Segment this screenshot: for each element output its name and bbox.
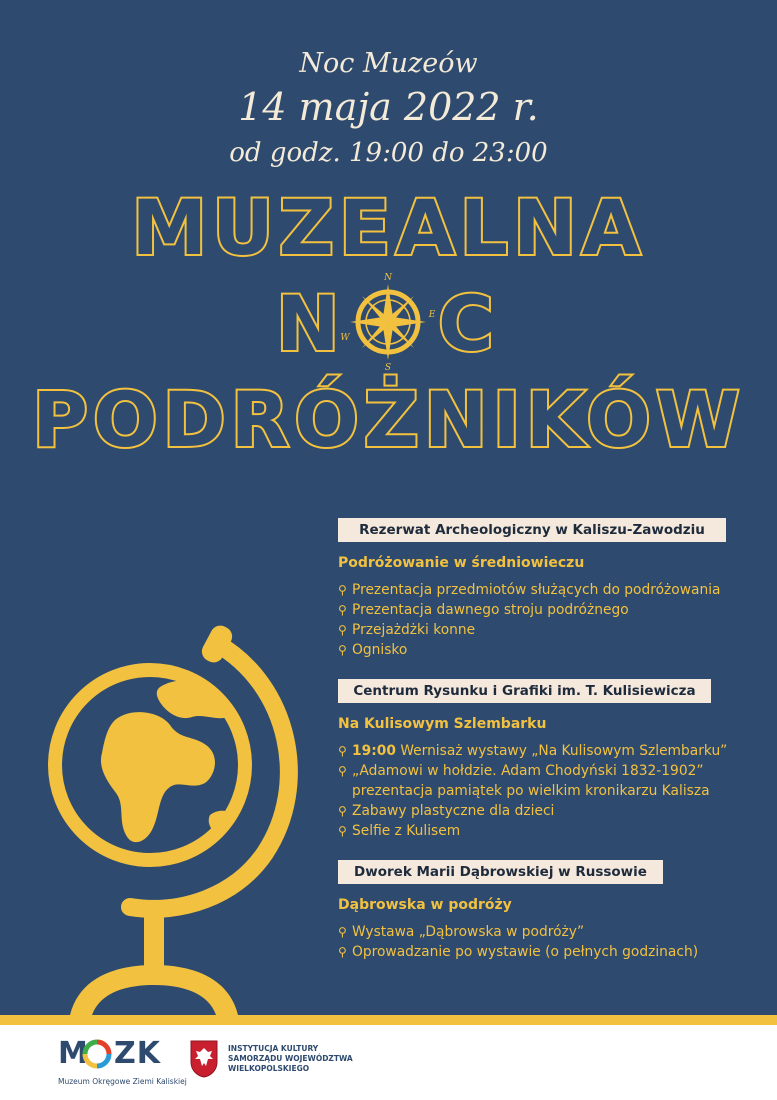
list-item: ⚲ Oprowadzanie po wystawie (o pełnych godzinach) (338, 944, 699, 960)
section-1-tag: Rezerwat Archeologiczny w Kaliszu-Zawodziu (338, 518, 726, 542)
mozk-logo-zk: ZK (114, 1036, 161, 1071)
compass-rose-icon (338, 272, 438, 372)
pin-icon: ⚲ (338, 824, 347, 838)
globe-icon (20, 615, 340, 1015)
list-item: ⚲ Ognisko (338, 642, 408, 658)
compass-e-label: E (428, 310, 436, 320)
pin-icon: ⚲ (338, 764, 347, 778)
pin-icon: ⚲ (338, 583, 347, 597)
pin-icon: ⚲ (338, 623, 347, 637)
pin-icon: ⚲ (338, 744, 347, 758)
footer-stripe (0, 1015, 777, 1025)
list-item: ⚲ Wystawa „Dąbrowska w podróży” (338, 924, 585, 940)
pin-icon: ⚲ (338, 925, 347, 939)
compass-s-label: S (384, 363, 392, 372)
list-item: ⚲ Prezentacja przedmiotów służących do podróżowania (338, 582, 721, 598)
pin-icon: ⚲ (338, 945, 347, 959)
list-item: ⚲ Prezentacja dawnego stroju podróżnego (338, 602, 629, 618)
mozk-logo-o-icon (82, 1039, 112, 1069)
pin-icon: ⚲ (338, 643, 347, 657)
pin-icon: ⚲ (338, 603, 347, 617)
title-line-3: PODRÓŻNIKÓW (32, 375, 745, 464)
event-name: Noc Muzeów (299, 48, 478, 79)
title-letter-c: C (438, 279, 494, 368)
title-letter-n: N (276, 279, 340, 368)
section-2-subtitle: Na Kulisowym Szlembarku (338, 716, 547, 732)
list-item: ⚲ Zabawy plastyczne dla dzieci (338, 803, 555, 819)
list-item-continuation: prezentacja pamiątek po wielkim kronikarzu Kalisza (352, 783, 710, 799)
list-item: ⚲ „Adamowi w hołdzie. Adam Chodyński 1832-1902” (338, 763, 704, 779)
event-date: 14 maja 2022 r. (238, 85, 539, 129)
section-2-tag: Centrum Rysunku i Grafiki im. T. Kulisiewicza (338, 679, 711, 703)
list-item: ⚲ 19:00 Wernisaż wystawy „Na Kulisowym Szlembarku” (338, 743, 728, 759)
title-line-1: MUZEALNA (131, 183, 646, 272)
mozk-logo-m: M (58, 1036, 89, 1071)
compass-w-label: W (340, 333, 350, 343)
pin-icon: ⚲ (338, 804, 347, 818)
compass-n-label: N (384, 273, 392, 283)
institution-label: INSTYTUCJA KULTURY SAMORZĄDU WOJEWÓDZTWA WIELKOPOLSKIEGO (228, 1044, 353, 1073)
list-item: ⚲ Przejażdżki konne (338, 622, 476, 638)
section-3-subtitle: Dąbrowska w podróży (338, 897, 512, 913)
event-hours: od godz. 19:00 do 23:00 (229, 138, 548, 168)
list-item: ⚲ Selfie z Kulisem (338, 823, 461, 839)
section-3-tag: Dworek Marii Dąbrowskiej w Russowie (338, 860, 663, 884)
section-1-subtitle: Podróżowanie w średniowieczu (338, 555, 585, 571)
coat-of-arms-icon (190, 1040, 218, 1078)
mozk-logo-subtitle: Muzeum Okręgowe Ziemi Kaliskiej (58, 1077, 187, 1086)
